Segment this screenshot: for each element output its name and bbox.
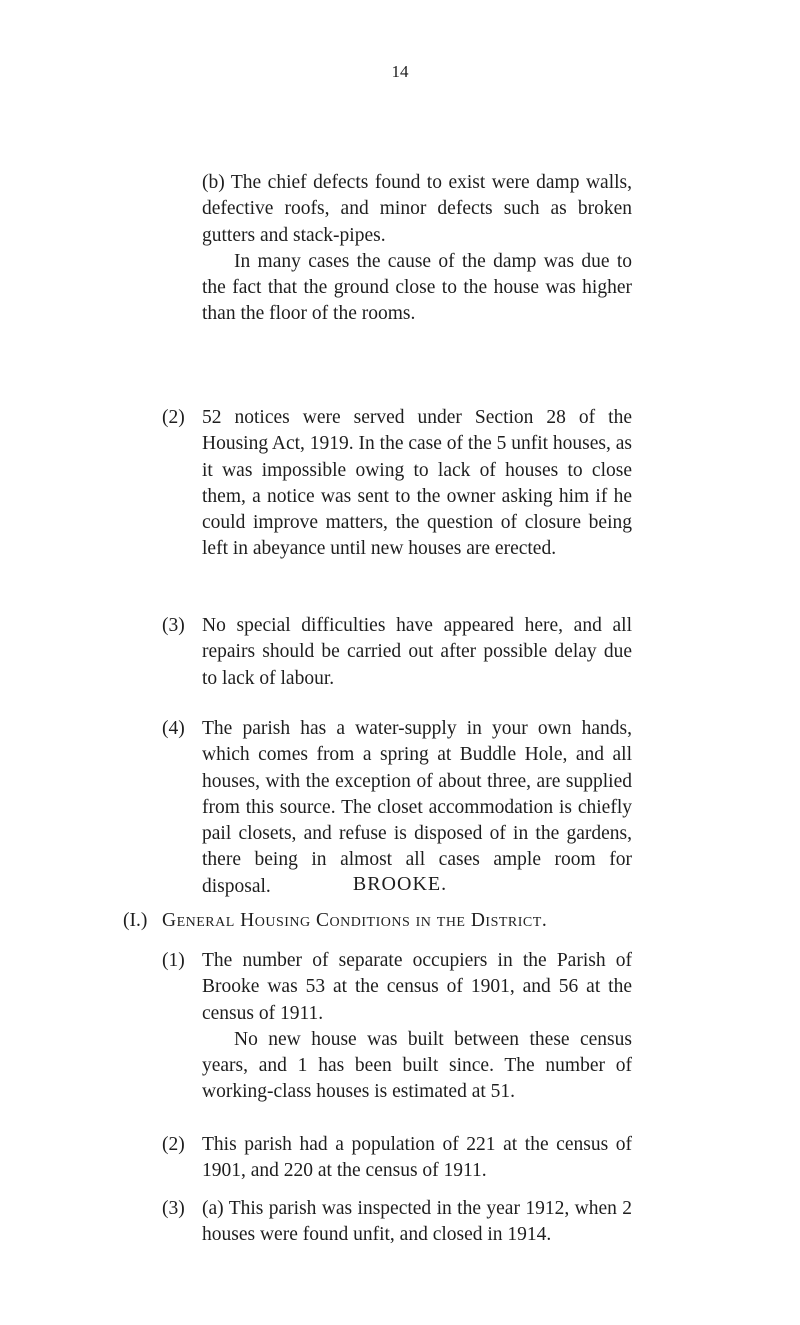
item-3-text: No special difficulties have appeared here, and all repairs should be carried out after possible delay due to lack of labour. xyxy=(202,615,632,689)
brooke-item-3-text: (a) This parish was inspected in the year 1912, when 2 houses were found unfit, and closed in 1914. xyxy=(202,1198,632,1246)
brooke-item-3 xyxy=(202,1196,632,1249)
item-3-label: (3) xyxy=(162,615,185,636)
section-i-title: General Housing Conditions in the District. xyxy=(162,910,548,931)
brooke-item-1-text: The number of separate occupiers in the Parish of Brooke was 53 at the census of 1901, and 56 at the census of 1911. xyxy=(202,950,632,1024)
item-2-label: (2) xyxy=(162,407,185,428)
item-4-text: The parish has a water-supply in your own hands, which comes from a spring at Buddle Hole, and all houses, with the exception of about three, are supplied from this source. The closet accommodation is chiefly pail closets, and refuse is disposed of in the gardens, there being in almost all cases ample room for disposal. xyxy=(202,718,632,897)
brooke-item-2-text: This parish had a population of 221 at the census of 1901, and 220 at the census of 1911. xyxy=(202,1134,632,1182)
item-2-text: 52 notices were served under Section 28 of the Housing Act, 1919. In the case of the 5 unfit houses, as it was impossible owing to lack of houses to close them, a notice was sent to the owner asking him if he could improve matters, the question of closure being left in abeyance until new houses are erected. xyxy=(202,407,633,560)
section-i-label: (I.) xyxy=(123,910,148,931)
item-4-label: (4) xyxy=(162,718,185,739)
section-heading-brooke: BROOKE. xyxy=(352,873,448,895)
brooke-item-2 xyxy=(202,1132,632,1185)
brooke-item-1 xyxy=(202,948,632,1106)
brooke-item-1-label: (1) xyxy=(162,950,185,971)
page-number: 14 xyxy=(391,62,409,81)
brooke-item-2-label: (2) xyxy=(162,1134,185,1155)
brooke-item-1-para2: No new house was built between these census years, and 1 has been built since. The number of working-class houses is estimated at 51. xyxy=(202,1028,632,1103)
item-b xyxy=(202,170,632,328)
item-b-para2: In many cases the cause of the damp was due to the fact that the ground close to the house was higher than the floor of the rooms. xyxy=(202,250,632,325)
brooke-item-3-label: (3) xyxy=(162,1198,185,1219)
item-b-text: (b) The chief defects found to exist were damp walls, defective roofs, and minor defects such as broken gutters and stack-pipes. xyxy=(202,172,632,246)
item-3 xyxy=(202,613,632,692)
item-2 xyxy=(202,405,632,563)
